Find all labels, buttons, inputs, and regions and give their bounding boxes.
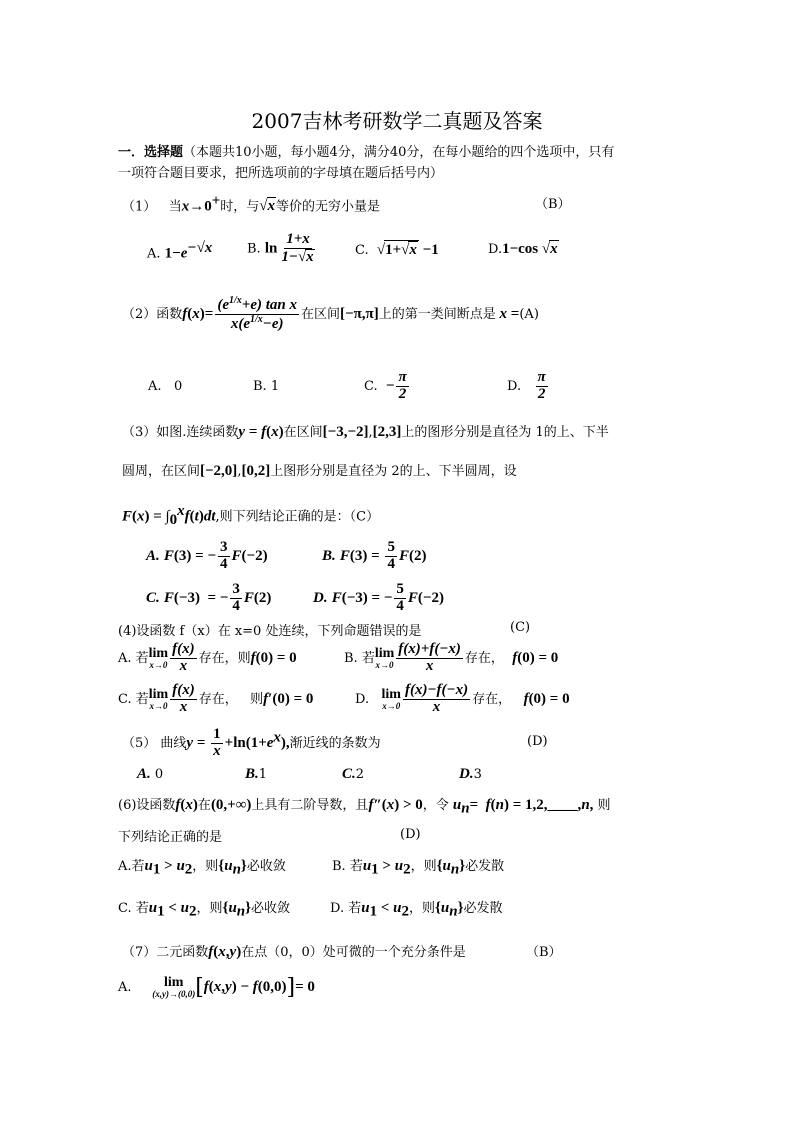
question-2-option-c: C. − $\frac{\pi}{2}$ bbox=[364, 369, 407, 402]
question-6-option-b: B. 若$u_1 > u_2$，则$\{u_n\}$必发散 bbox=[332, 858, 505, 878]
question-2-option-a: A. 0 bbox=[148, 379, 183, 394]
section-header bbox=[118, 141, 614, 160]
question-3-line2: 圆周，在区间[−2,0],[0,2]上图形分别是直径为 2的上、下半圆周，设 bbox=[122, 463, 517, 479]
section-head: 一．选择题 bbox=[118, 145, 184, 160]
question-6-option-d: D. 若$u_1 < u_2$，则$\{u_n\}$必发散 bbox=[330, 900, 503, 920]
question-3-stem: （3）如图.连续函数y = f(x)在区间[−3,−2],[2,3]上的图形分别是直径为 1的上、下半 bbox=[122, 424, 609, 440]
question-1-option-b: B. ln $\frac{1+x}{1-√x}$ bbox=[247, 231, 314, 265]
question-5-stem: （5） 曲线y = $\frac{1}{x}$ $+\ln(1+e^x)$,渐近线的条数为 bbox=[122, 726, 381, 759]
question-7-answer: （B） bbox=[526, 945, 562, 960]
question-4-stem: (4)设函数 f（x）在 x=0 处连续，下列命题错误的是 bbox=[118, 624, 422, 639]
question-7-stem: （7）二元函数f(x,y)在点（0，0）处可微的一个充分条件是 bbox=[122, 944, 466, 960]
question-6-answer: (D) bbox=[400, 827, 421, 842]
question-3-line3: $F(x) = \int_0^xf(t)dt$,则下列结论正确的是：（C） bbox=[122, 503, 380, 528]
question-4-answer: (C) bbox=[510, 620, 531, 635]
math-expr: x bbox=[181, 198, 190, 215]
question-7-option-a: A. lim (x,y)→(0,0) [f(x,y) − f(0,0)]= 0 bbox=[118, 975, 315, 1000]
question-2-stem: （2）函数f(x)= $\frac{(e^{1/x}+e) \tan x}{x(e^{1/x}-e)}$ 在区间[−π,π]上的第一类间断点是 x =(A) bbox=[122, 295, 539, 332]
question-4-option-a: A. 若 lim x→0 $\frac{f(x)}{x}$ 存在，则f(0) = 0 bbox=[118, 641, 297, 674]
question-1-options: A. $1-e^{-√x}$ bbox=[147, 240, 213, 262]
question-5-option-b: B.1 bbox=[245, 766, 268, 782]
section-desc-line1: （本题共10小题，每小题4分，满分40分，在每小题给的四个选项中，只有 bbox=[183, 145, 615, 160]
question-6-line2: 下列结论正确的是 bbox=[118, 830, 223, 845]
question-4-option-d: D. lim x→0 $\frac{f(x)-f(-x)}{x}$ 存在， f(0) = 0 bbox=[355, 682, 570, 715]
question-6-option-c: C. 若$u_1 < u_2$，则$\{u_n\}$必收敛 bbox=[118, 900, 291, 920]
question-3-option-a: A. F(3) = − $\frac{3}{4}$ F(−2) bbox=[146, 539, 268, 572]
question-5-option-c: C.2 bbox=[342, 766, 365, 782]
question-3-answer: （C） bbox=[349, 509, 380, 525]
document-title: 2007吉林考研数学二真题及答案 bbox=[251, 109, 543, 133]
question-1-stem: （1） 当x→0+时，与√x等价的无穷小量是 bbox=[122, 193, 381, 215]
question-3-option-c: C. F(−3) = − $\frac{3}{4}$ F(2) bbox=[146, 581, 272, 614]
question-3-option-b: B. F(3) = $\frac{5}{4}$ F(2) bbox=[322, 539, 427, 572]
question-6-option-a: A.若$u_1 > u_2$，则$\{u_n\}$必收敛 bbox=[118, 858, 286, 878]
question-5-option-d: D.3 bbox=[459, 766, 482, 782]
question-5-answer: (D) bbox=[527, 734, 548, 749]
question-2-answer: (A) bbox=[519, 306, 539, 322]
question-6-stem: (6)设函数f(x)在(0,+∞)上具有二阶导数，且f″(x) > 0，令 $u_n= f(n)$ = 1,2,____,n, 则 bbox=[118, 797, 611, 817]
question-2-option-b: B. 1 bbox=[253, 379, 280, 394]
section-desc-line2: 一项符合题目要求，把所选项前的字母填在题后括号内） bbox=[118, 166, 444, 181]
question-3-option-d: D. F(−3) = − $\frac{5}{4}$ F(−2) bbox=[313, 581, 444, 614]
question-4-option-b: B. 若 lim x→0 $\frac{f(x)+f(-x)}{x}$ 存在， f(0) = 0 bbox=[344, 641, 559, 674]
question-1-answer: （B） bbox=[535, 197, 571, 212]
question-1-option-d: D.1−cos √x bbox=[488, 241, 558, 257]
question-2-option-d: D. $\frac{\pi}{2}$ bbox=[507, 369, 546, 402]
question-5-option-a: A. 0 bbox=[137, 766, 164, 782]
question-4-option-c: C. 若 lim x→0 $\frac{f(x)}{x}$ 存在， 则f′(0) = 0 bbox=[118, 682, 314, 715]
question-1-option-c: C. √1+√x −1 bbox=[355, 242, 439, 258]
